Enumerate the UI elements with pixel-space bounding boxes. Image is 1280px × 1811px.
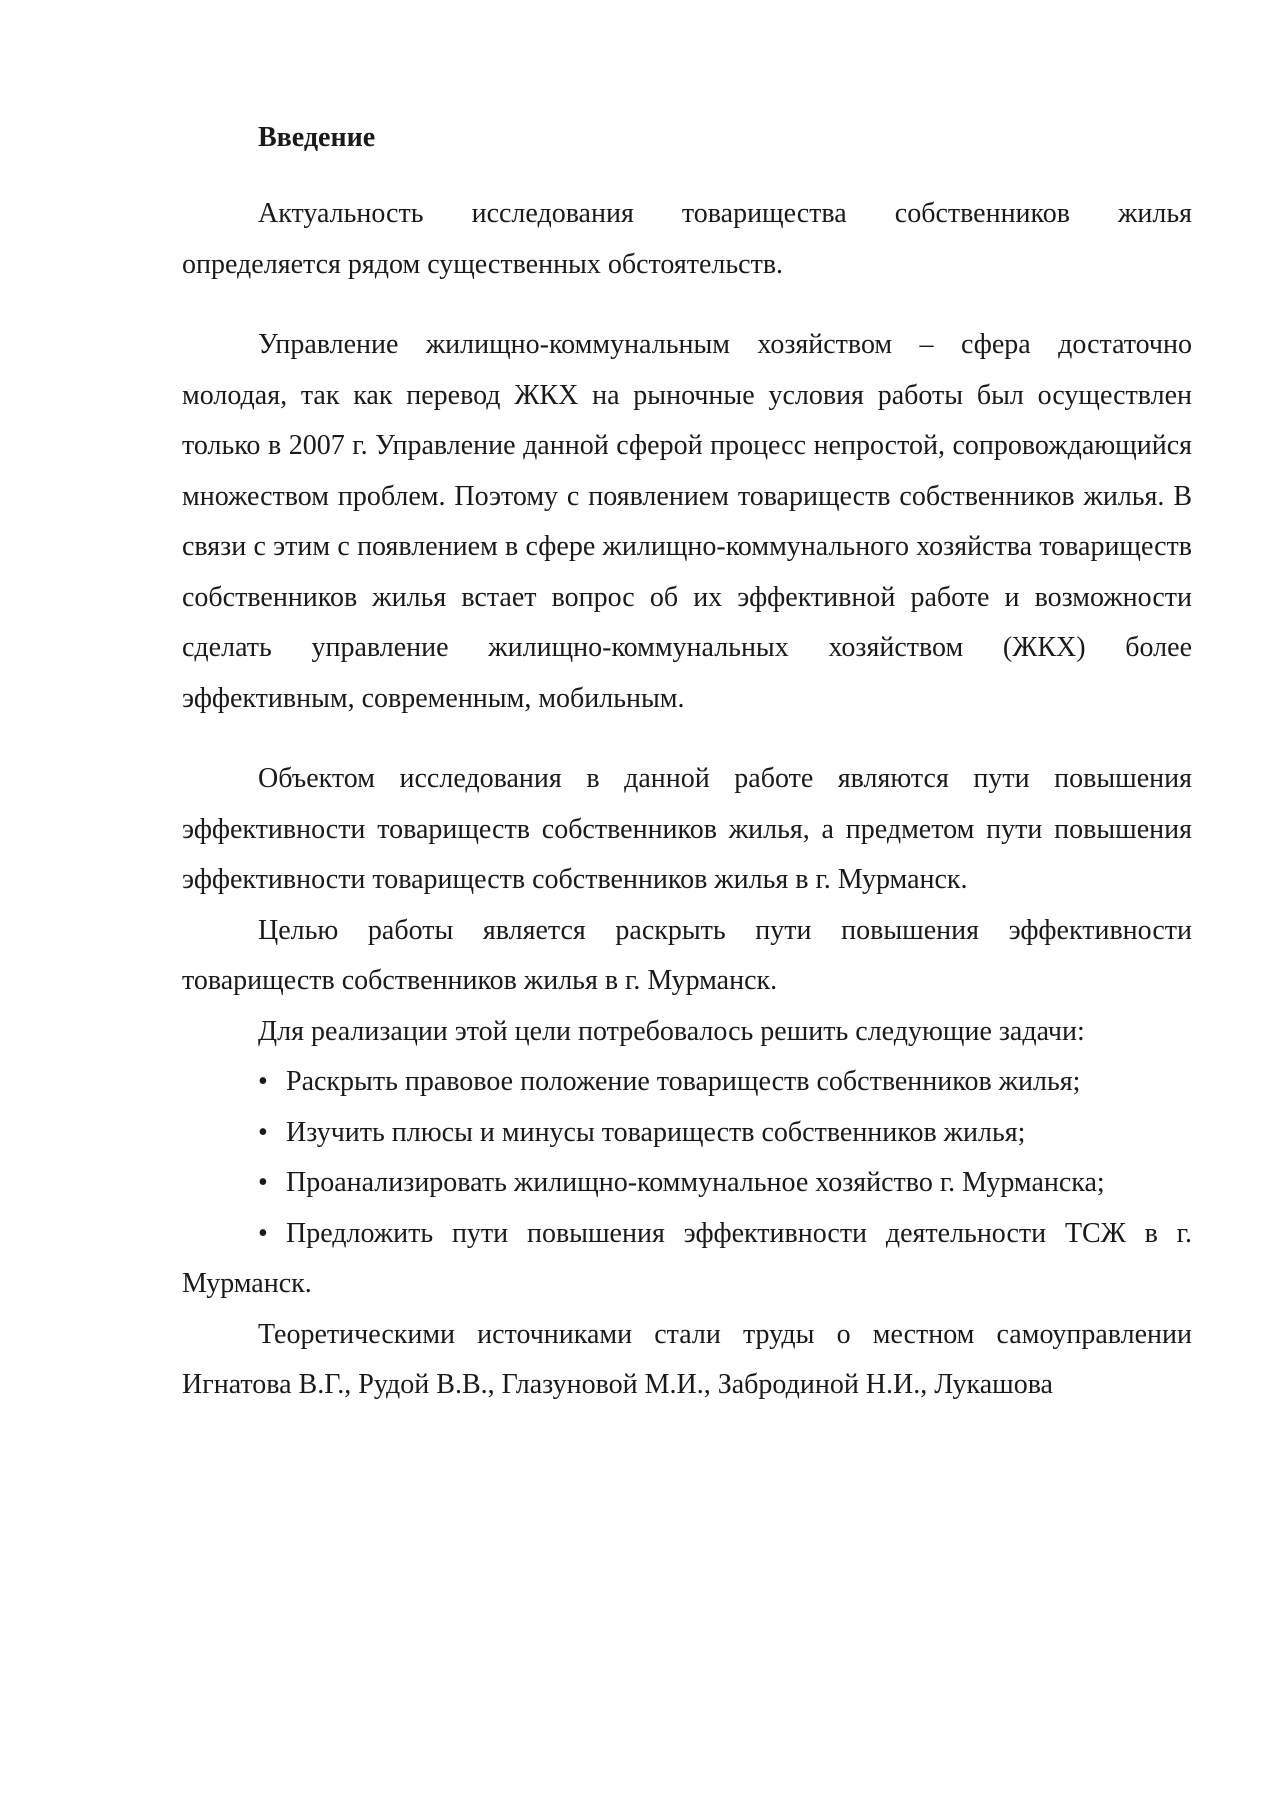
list-item	[182, 1108, 1192, 1159]
paragraph-goal: Целью работы является раскрыть пути повышения эффективности товариществ собственников жилья в г. Мурманск.	[182, 914, 1192, 996]
paragraph-tasks-intro: Для реализации этой цели потребовалось решить следующие задачи:	[258, 1015, 1085, 1047]
list-item	[182, 1057, 1192, 1108]
list-item	[182, 1209, 1192, 1310]
document-page	[182, 118, 1192, 1411]
paragraph-housing-management: Управление жилищно-коммунальным хозяйством – сфера достаточно молодая, так как перевод ЖКХ на рыночные условия работы был осуществлен только в 2007 г. Управление данной сферой процесс непростой, сопровождающийся множеством проблем. Поэтому с появлением товариществ собственников жилья. В связи с этим с появлением в сфере жилищно-коммунального хозяйства товариществ собственников жилья встает вопрос об их эффективной работе и возможности сделать управление жилищно-коммунальных хозяйством (ЖКХ) более эффективным, современным, мобильным.	[182, 329, 1192, 714]
bullet-icon: •	[258, 1217, 268, 1249]
task-text: Изучить плюсы и минусы товариществ собственников жилья;	[286, 1116, 1026, 1148]
paragraph-sources: Теоретическими источниками стали труды о местном самоуправлении Игнатова В.Г., Рудой В.В., Глазуновой М.И., Забродиной Н.И., Лукашова	[182, 1318, 1192, 1400]
task-text: Предложить пути повышения эффективности деятельности ТСЖ в г. Мурманск.	[182, 1217, 1192, 1299]
bullet-icon: •	[258, 1116, 268, 1148]
task-text: Раскрыть правовое положение товариществ собственников жилья;	[286, 1066, 1081, 1097]
bullet-icon: •	[258, 1167, 268, 1198]
paragraph-relevance: Актуальность исследования товарищества собственников жилья определяется рядом существенных обстоятельств.	[182, 198, 1192, 280]
paragraph-object-subject: Объектом исследования в данной работе являются пути повышения эффективности товариществ собственников жилья, а предметом пути повышения эффективности товариществ собственников жилья в г. Мурманск.	[182, 763, 1192, 895]
task-list	[182, 1057, 1192, 1310]
task-text: Проанализировать жилищно-коммунальное хозяйство г. Мурманска;	[286, 1167, 1105, 1198]
list-item	[182, 1158, 1192, 1209]
bullet-icon: •	[258, 1066, 268, 1097]
section-heading: Введение	[258, 122, 376, 153]
